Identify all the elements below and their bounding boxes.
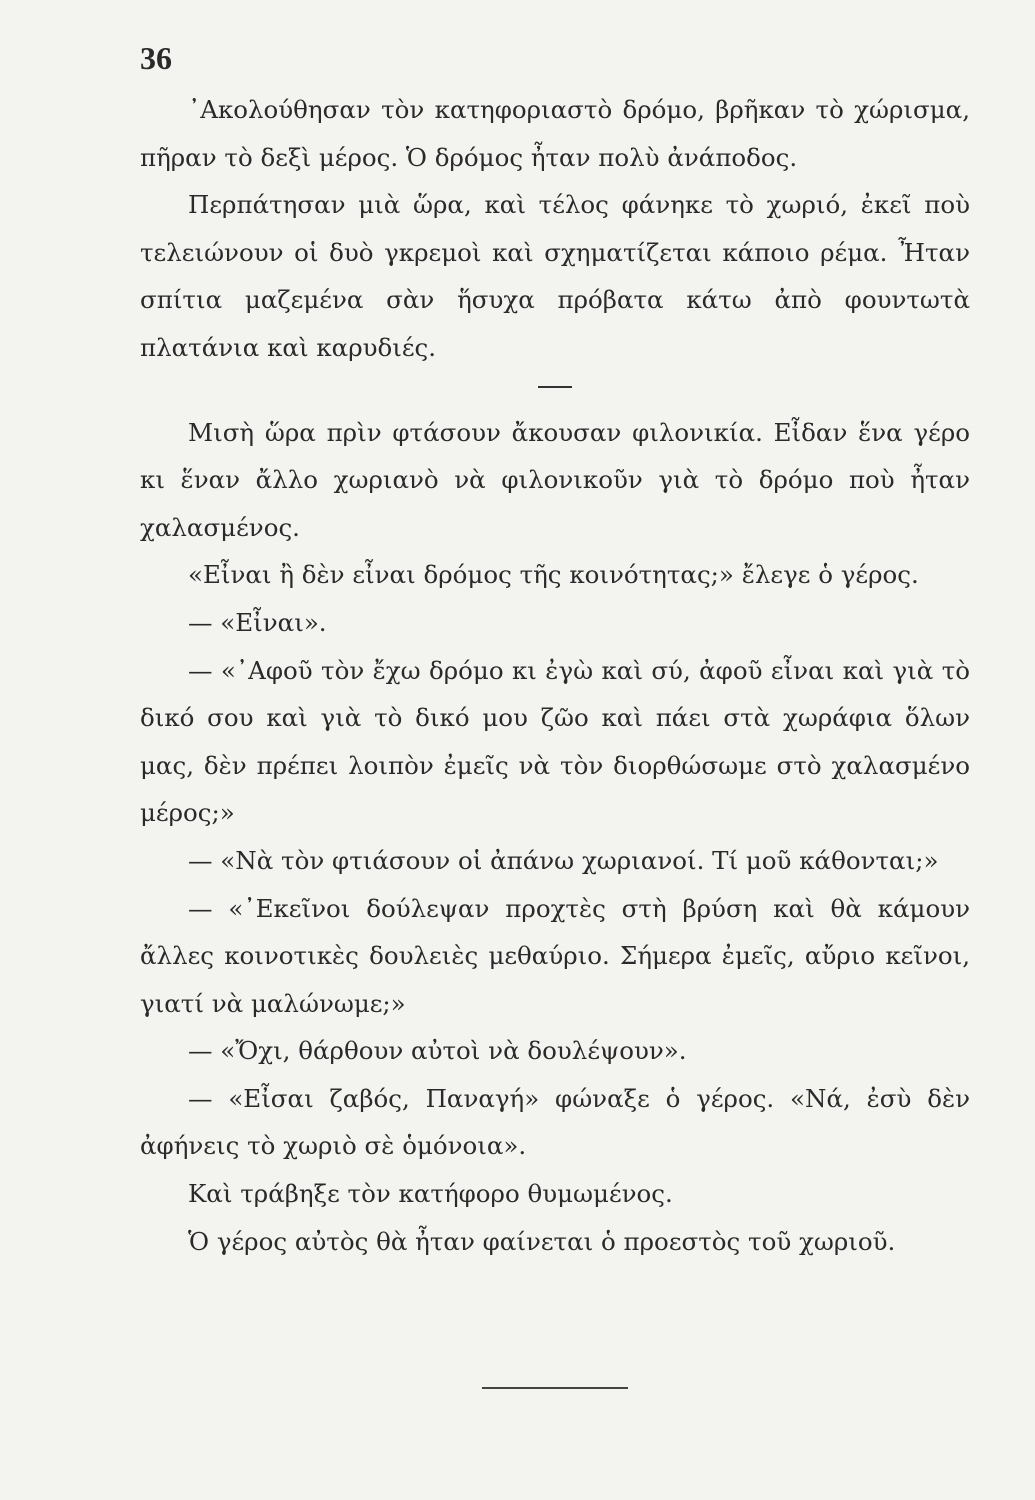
paragraph: — «Ὄχι, θάρθουν αὐτοὶ νὰ δουλέψουν».	[188, 1036, 687, 1066]
paragraph: Περπάτησαν μιὰ ὥρα, καὶ τέλος φάνηκε τὸ χωριό, ἐκεῖ ποὺ τελειώνουν οἱ δυὸ γκρεμοὶ καὶ σχηματίζεται κάποιο ρέμα. Ἦταν σπίτια μαζεμένα σὰν ἥσυχα πρόβατα κάτω ἀπὸ φουντωτὰ πλατάνια καὶ καρυδιές.	[140, 190, 970, 362]
paragraph: — «᾿Εκεῖνοι δούλεψαν προχτὲς στὴ βρύση καὶ θὰ κάμουν ἄλλες κοινοτικὲς δουλειὲς μεθαύριο. Σήμερα ἐμεῖς, αὔριο κεῖνοι, γιατί νὰ μαλώνωμε;»	[140, 893, 970, 1018]
paragraph: ᾿Ακολούθησαν τὸν κατηφοριαστὸ δρόμο, βρῆκαν τὸ χώρισμα, πῆραν τὸ δεξὶ μέρος. Ὁ δρόμος ἦταν πολὺ ἀνάποδος.	[140, 95, 970, 172]
section-separator	[538, 386, 572, 388]
paragraph: «Εἶναι ἢ δὲν εἶναι δρόμος τῆς κοινότητας;» ἔλεγε ὁ γέρος.	[188, 560, 919, 590]
paragraph: Καὶ τράβηξε τὸν κατήφορο θυμωμένος.	[188, 1179, 673, 1209]
paragraph: — «᾿Αφοῦ τὸν ἔχω δρόμο κι ἐγὼ καὶ σύ, ἀφοῦ εἶναι καὶ γιὰ τὸ δικό σου καὶ γιὰ τὸ δικό μου ζῶο καὶ πάει στὰ χωράφια ὅλων μας, δὲν πρέπει λοιπὸν ἐμεῖς νὰ τὸν διορθώσωμε στὸ χαλασμένο μέρος;»	[140, 655, 970, 828]
paragraph: — «Νὰ τὸν φτιάσουν οἱ ἀπάνω χωριανοί. Τί μοῦ κάθονται;»	[188, 845, 939, 875]
page-number: 36	[140, 40, 172, 76]
paragraph: Ὁ γέρος αὐτὸς θὰ ἦταν φαίνεται ὁ προεστὸς τοῦ χωριοῦ.	[188, 1226, 896, 1256]
paragraph: Μισὴ ὥρα πρὶν φτάσουν ἄκουσαν φιλονικία. Εἶδαν ἕνα γέρο κι ἕναν ἄλλο χωριανὸ νὰ φιλονικοῦν γιὰ τὸ δρόμο ποὺ ἦταν χαλασμένος.	[140, 417, 970, 542]
paragraph: — «Εἶναι».	[188, 607, 327, 637]
chapter-end-rule	[482, 1387, 628, 1389]
paragraph: — «Εἶσαι ζαβός, Παναγή» φώναξε ὁ γέρος. «Νά, ἐσὺ δὲν ἀφήνεις τὸ χωριὸ σὲ ὁμόνοια».	[140, 1083, 970, 1161]
page-text	[140, 86, 970, 1265]
